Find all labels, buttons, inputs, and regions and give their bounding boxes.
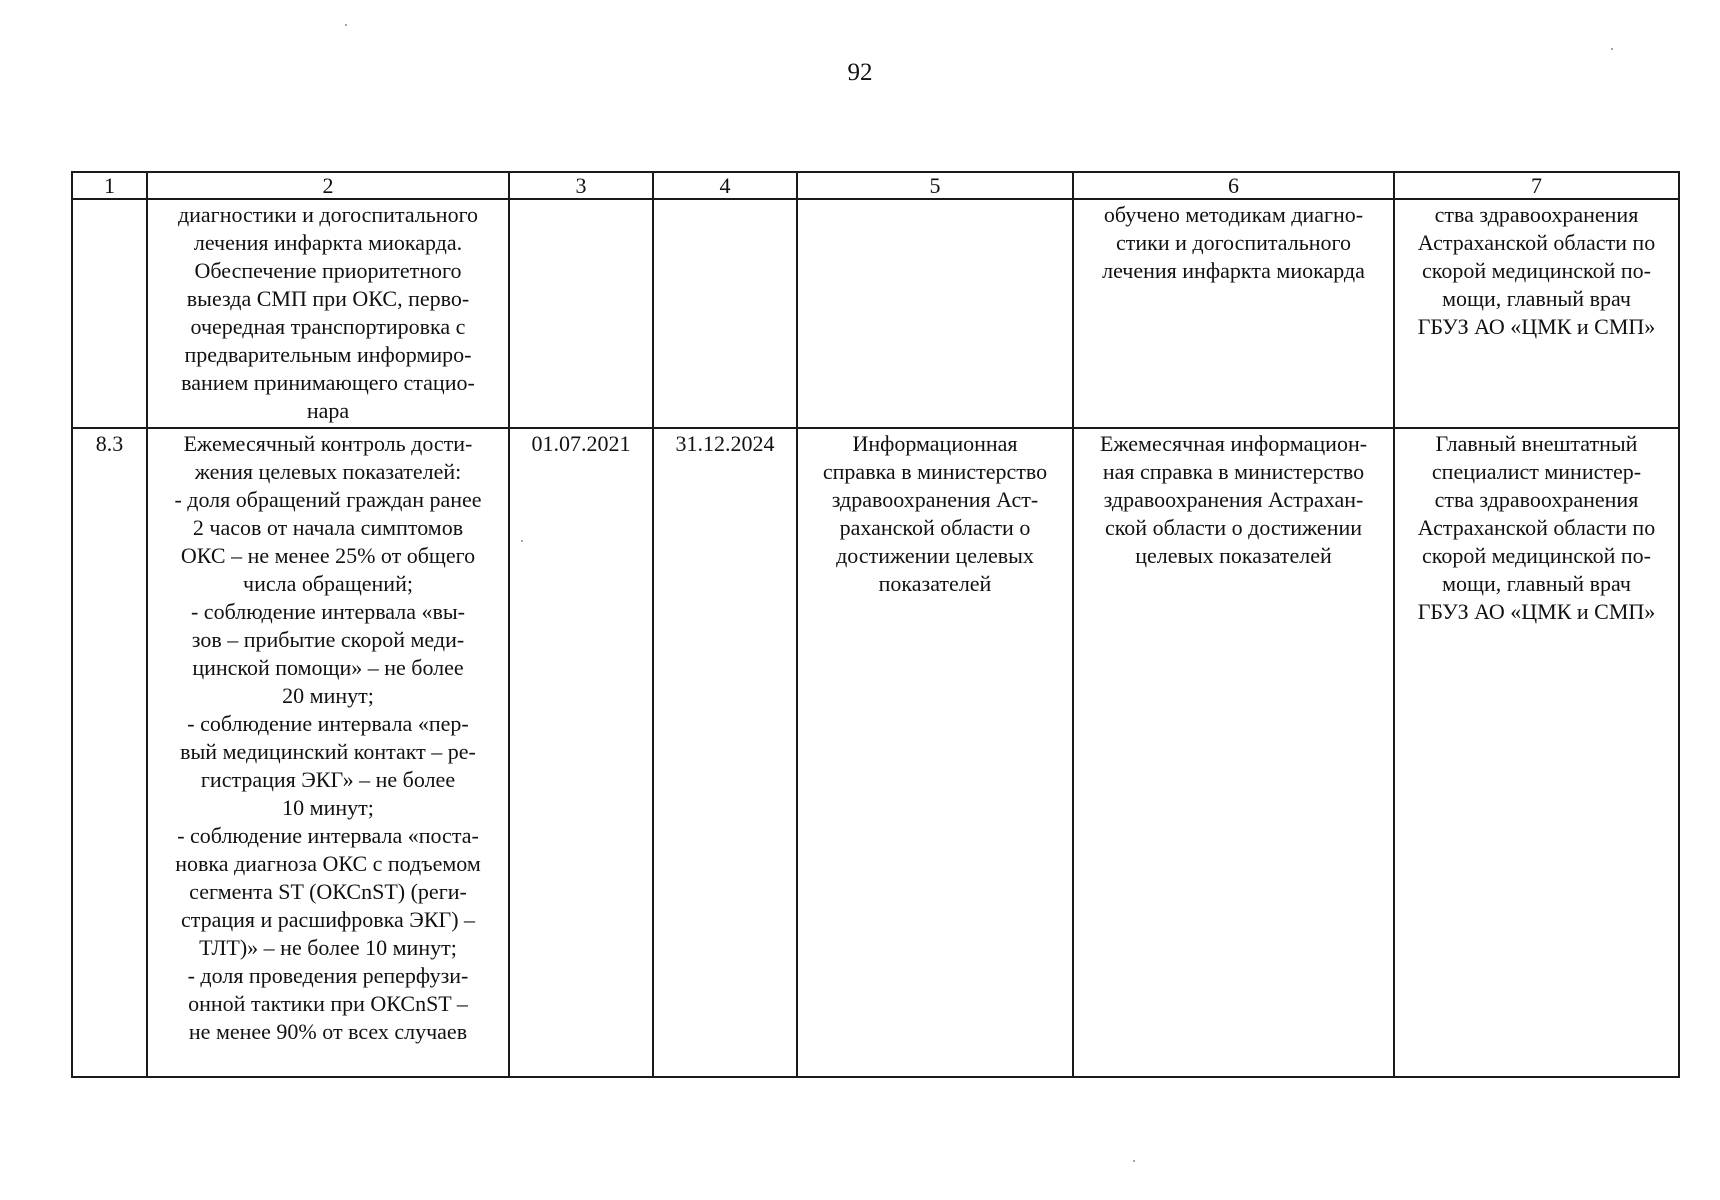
table-header-row [72,172,1679,199]
start-date-cell [509,199,653,428]
scan-speck [1133,1160,1135,1162]
indicator-cell: обучено методикам диагно- стики и догоспитального лечения инфаркта миокарда [1073,199,1394,428]
column-header: 6 [1073,172,1394,199]
row-number-cell: 8.3 [72,428,147,1077]
responsible-cell: ства здравоохранения Астраханской области по скорой медицинской по- мощи, главный врач ГБУЗ АО «ЦМК и СМП» [1394,199,1679,428]
scan-speck [521,540,523,542]
column-header: 5 [797,172,1073,199]
end-date-cell [653,199,797,428]
row-number-cell [72,199,147,428]
responsible-cell: Главный внештатный специалист министер- ства здравоохранения Астраханской области по скорой медицинской по- мощи, главный врач ГБУЗ АО «ЦМК и СМП» [1394,428,1679,1077]
result-cell [797,199,1073,428]
table-row [72,428,1679,1077]
activity-cell: диагностики и догоспитального лечения инфаркта миокарда. Обеспечение приоритетного выезда СМП при ОКС, перво- очередная транспортировка с предварительным информиро- ванием принимающего стацио- нара [147,199,509,428]
plan-table [71,171,1680,1078]
column-header: 3 [509,172,653,199]
scan-speck [1611,48,1613,50]
scan-speck [345,24,347,26]
activity-cell: Ежемесячный контроль дости- жения целевых показателей: - доля обращений граждан ранее 2 часов от начала симптомов ОКС – не менее 25% от общего числа обращений; - соблюдение интервала «вы- зов – прибытие скорой меди- цинской помощи» – не более 20 минут; - соблюдение интервала «пер- вый медицинский контакт – ре- гистрация ЭКГ» – не более 10 минут; - соблюдение интервала «поста- новка диагноза ОКС с подъемом сегмента ST (ОКСnST) (реги- страция и расшифровка ЭКГ) – ТЛТ)» – не более 10 минут; - доля проведения реперфузи- онной тактики при ОКСnST – не менее 90% от всех случаев [147,428,509,1077]
column-header: 2 [147,172,509,199]
column-header: 4 [653,172,797,199]
column-header: 7 [1394,172,1679,199]
result-cell: Информационная справка в министерство здравоохранения Аст- раханской области о достижении целевых показателей [797,428,1073,1077]
start-date-cell: 01.07.2021 [509,428,653,1077]
table-row [72,199,1679,428]
page-number: 92 [847,59,873,86]
indicator-cell: Ежемесячная информацион- ная справка в министерство здравоохранения Астрахан- ской области о достижении целевых показателей [1073,428,1394,1077]
end-date-cell: 31.12.2024 [653,428,797,1077]
column-header: 1 [72,172,147,199]
